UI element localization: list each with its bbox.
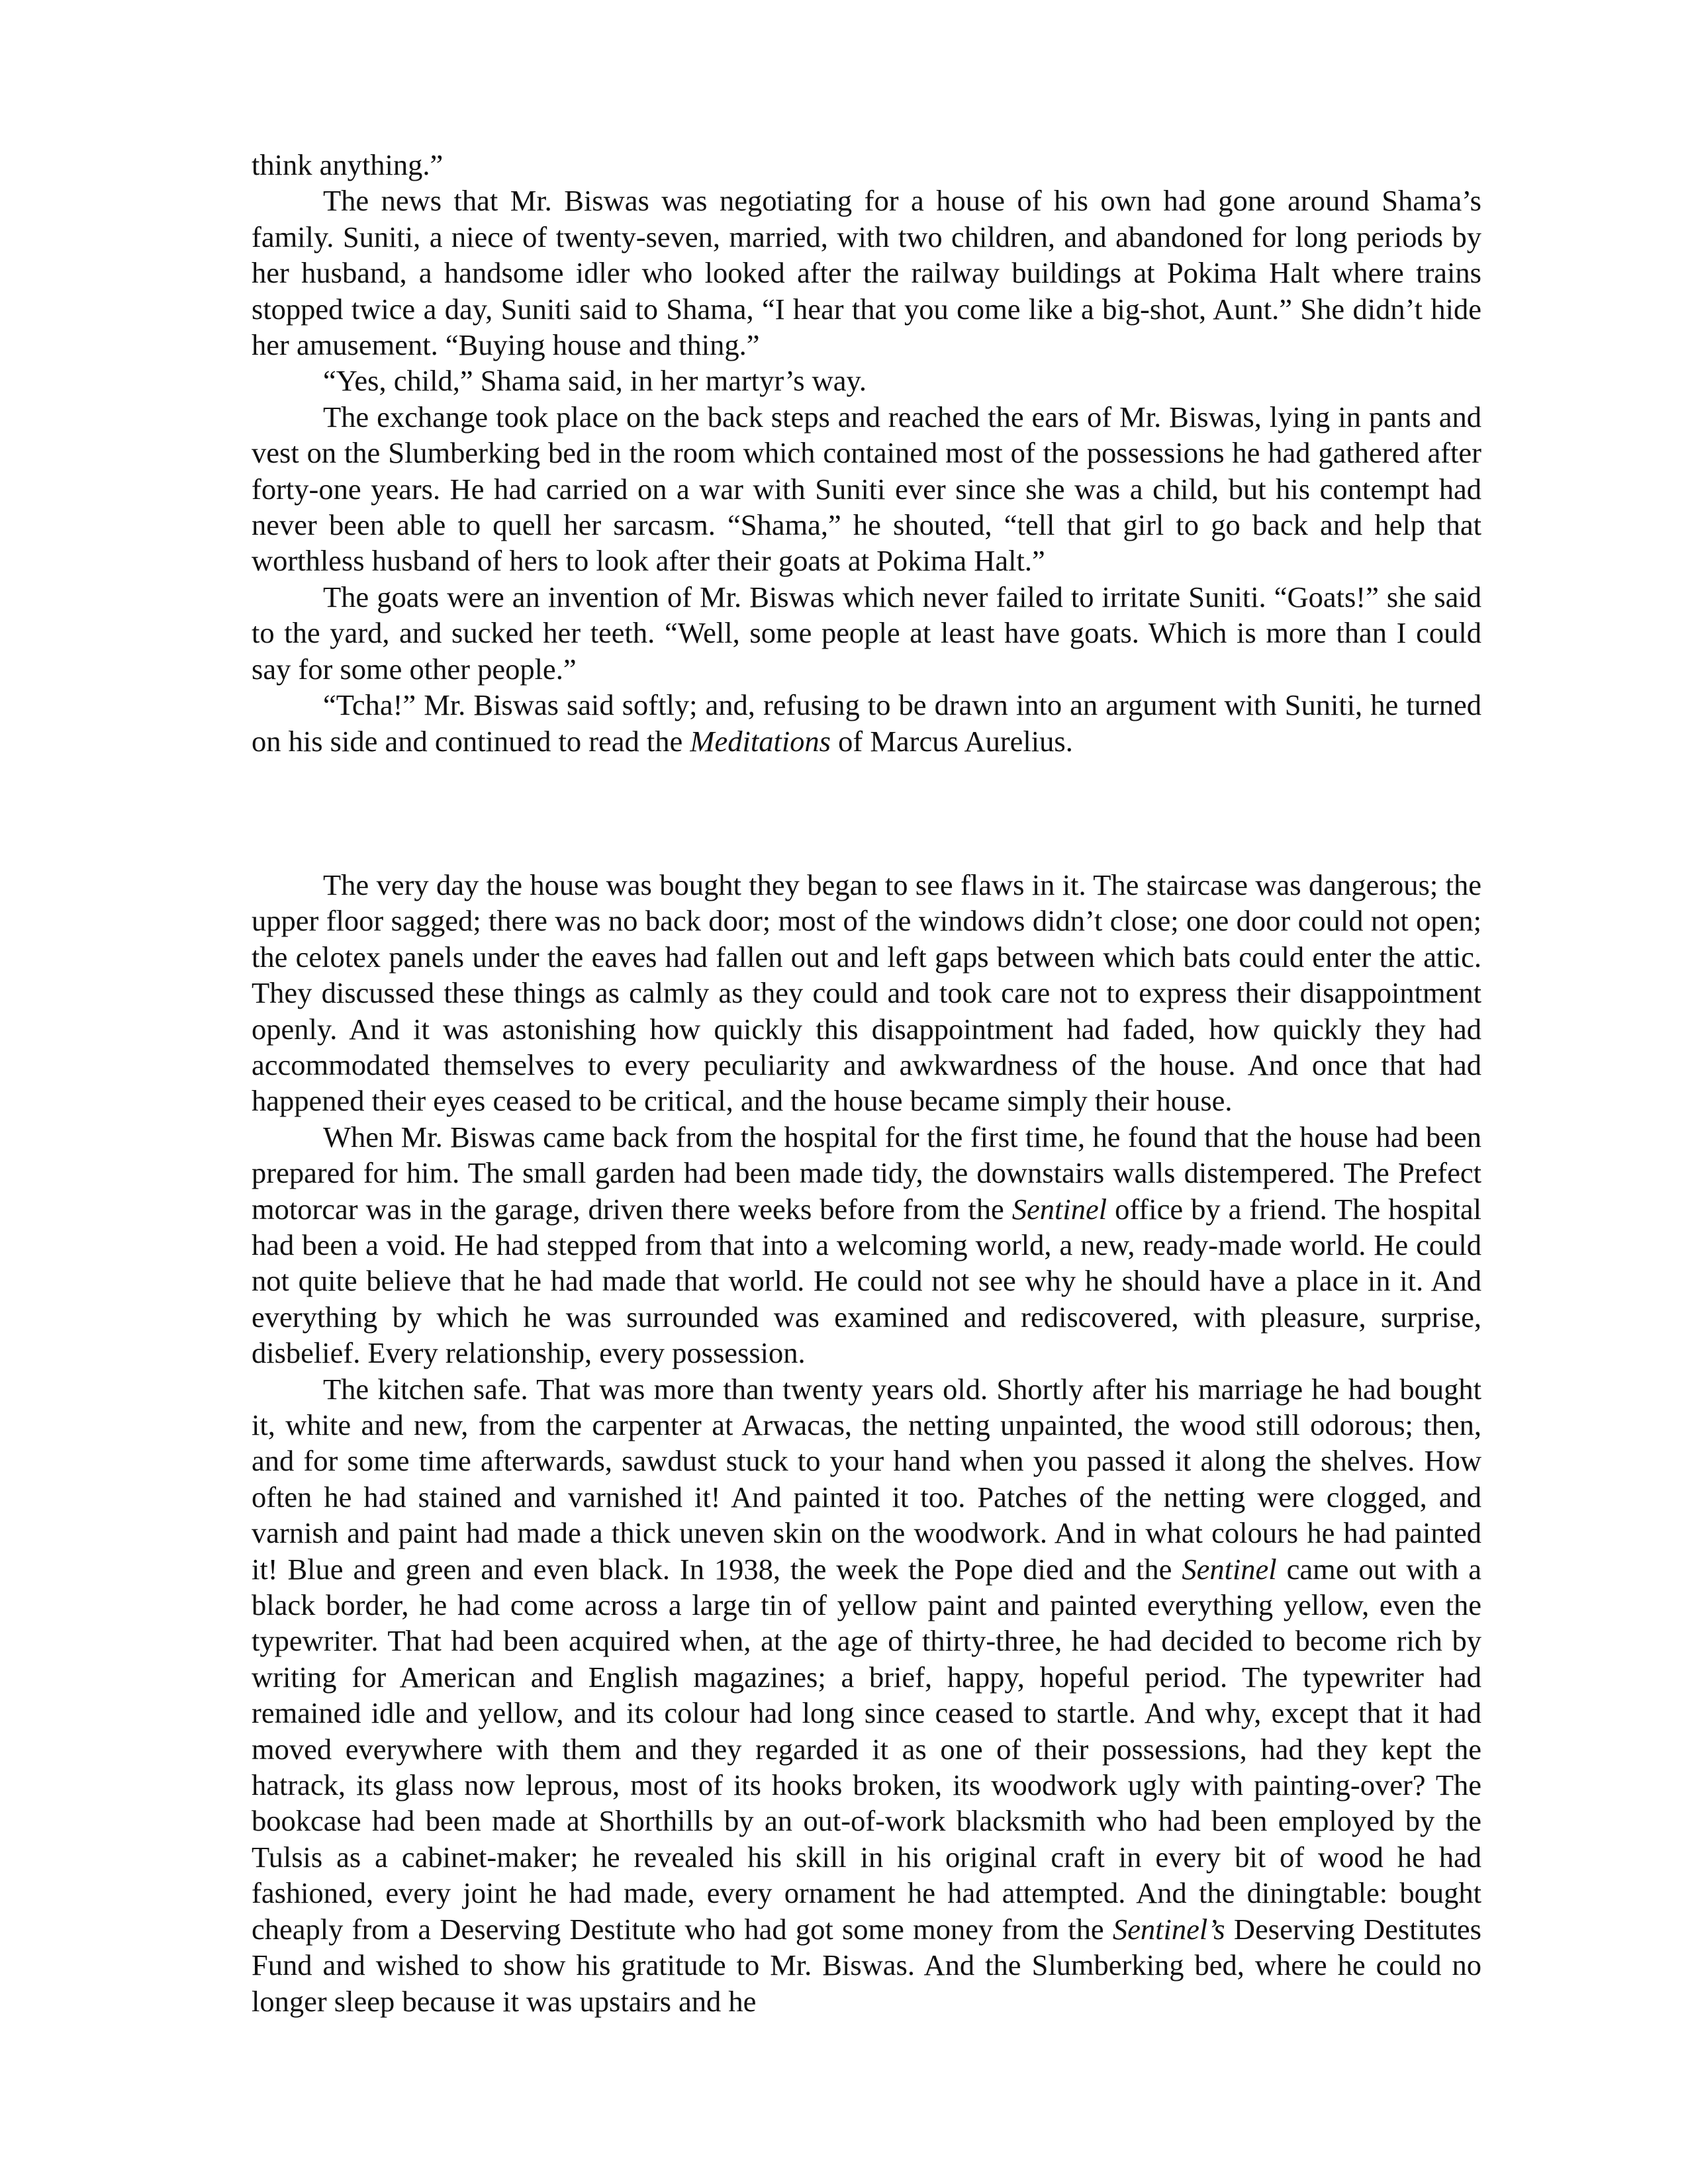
section-break [252,759,1481,867]
paragraph-text: The news that Mr. Biswas was negotiating for a house of his own had gone around Shama’s family. Suniti, a niece of twenty-seven, married, with two children, and abandoned for long periods by her husband, a handsome idler who looked after the railway buildings at Pokima Halt where trains stopped twice a day, Suniti said to Shama, “I hear that you come like a big-shot, Aunt.” She didn’t hide her amusement. “Buying house and thing.” [252,184,1481,362]
paragraph [252,1119,1481,1371]
italic-title-text: Sentinel [1182,1552,1277,1586]
paragraph-text: When Mr. Biswas came back from the hospital for the first time, he found that the house had been prepared for him. The small garden had been made tidy, the downstairs walls distempered. The Prefect motorcar was in the garage, driven there weeks before from the [252,1120,1481,1226]
paragraph-text: think anything.” [252,148,444,181]
paragraph-text: came out with a black border, he had come across a large tin of yellow paint and painted everything yellow, even the typewriter. That had been acquired when, at the age of thirty-three, he had decided to become rich by writing for American and English magazines; a brief, happy, hopeful period. The typewriter had remained idle and yellow, and its colour had long since ceased to startle. And why, except that it had moved everywhere with them and they regarded it as one of their possessions, had they kept the hatrack, its glass now leprous, most of its hooks broken, its woodwork ugly with painting-over? The bookcase had been made at Shorthills by an out-of-work blacksmith who had been employed by the Tulsis as a cabinet-maker; he revealed his skill in his original craft in every bit of wood he had fashioned, every joint he had made, every ornament he had attempted. And the diningtable: bought cheaply from a Deserving Destitute who had got some money from the [252,1552,1481,1946]
paragraph-text: “Yes, child,” Shama said, in her martyr’s way. [323,364,867,398]
paragraph-text: The goats were an invention of Mr. Biswas which never failed to irritate Suniti. “Goats!” she said to the yard, and sucked her teeth. “Well, some people at least have goats. Which is more than I could say for some other people.” [252,580,1481,686]
paragraph [252,183,1481,363]
paragraph-text: The kitchen safe. That was more than twenty years old. Shortly after his marriage he had bought it, white and new, from the carpenter at Arwacas, the netting unpainted, the wood still odorous; then, and for some time afterwards, sawdust stuck to your hand when you passed it along the shelves. How often he had stained and varnished it! And painted it too. Patches of the netting were clogged, and varnish and paint had made a thick uneven skin on the woodwork. And in what colours he had painted it! Blue and green and even black. In 1938, the week the Pope died and the [252,1372,1481,1586]
paragraph [252,687,1481,759]
paragraph-text: of Marcus Aurelius. [831,724,1073,758]
paragraph [252,399,1481,579]
paragraph-text: office by a friend. The hospital had been a void. He had stepped from that into a welcoming world, a new, ready-made world. He could not quite believe that he had made that world. He could not see why he should have a place in it. And everything by which he was surrounded was examined and rediscovered, with pleasure, surprise, disbelief. Every relationship, every possession. [252,1192,1481,1370]
section-2 [252,867,1481,2019]
paragraph-text: “Tcha!” Mr. Biswas said softly; and, refusing to be drawn into an argument with Suniti, he turned on his side and continued to read the [252,688,1481,758]
paragraph [252,579,1481,687]
paragraph [252,1371,1481,2019]
paragraph [252,147,1481,183]
italic-title-text: Sentinel [1011,1192,1107,1226]
italic-title-text: Sentinel’s [1112,1912,1225,1946]
section-1 [252,147,1481,759]
paragraph [252,363,1481,398]
paragraph-text: The exchange took place on the back steps and reached the ears of Mr. Biswas, lying in pants and vest on the Slumberking bed in the room which contained most of the possessions he had gathered after forty-one years. He had carried on a war with Suniti ever since she was a child, but his contempt had never been able to quell her sarcasm. “Shama,” he shouted, “tell that girl to go back and help that worthless husband of hers to look after their goats at Pokima Halt.” [252,400,1481,578]
paragraph-text: Deserving Destitutes Fund and wished to show his gratitude to Mr. Biswas. And the Slumberking bed, where he could no longer sleep because it was upstairs and he [252,1912,1481,2018]
paragraph-text: The very day the house was bought they began to see flaws in it. The staircase was dangerous; the upper floor sagged; there was no back door; most of the windows didn’t close; one door could not open; the celotex panels under the eaves had fallen out and left gaps between which bats could enter the attic. They discussed these things as calmly as they could and took care not to express their disappointment openly. And it was astonishing how quickly this disappointment had faded, how quickly they had accommodated themselves to every peculiarity and awkwardness of the house. And once that had happened their eyes ceased to be critical, and the house became simply their house. [252,868,1481,1118]
paragraph [252,867,1481,1119]
italic-title-text: Meditations [690,724,831,758]
document-page [252,147,1481,2019]
